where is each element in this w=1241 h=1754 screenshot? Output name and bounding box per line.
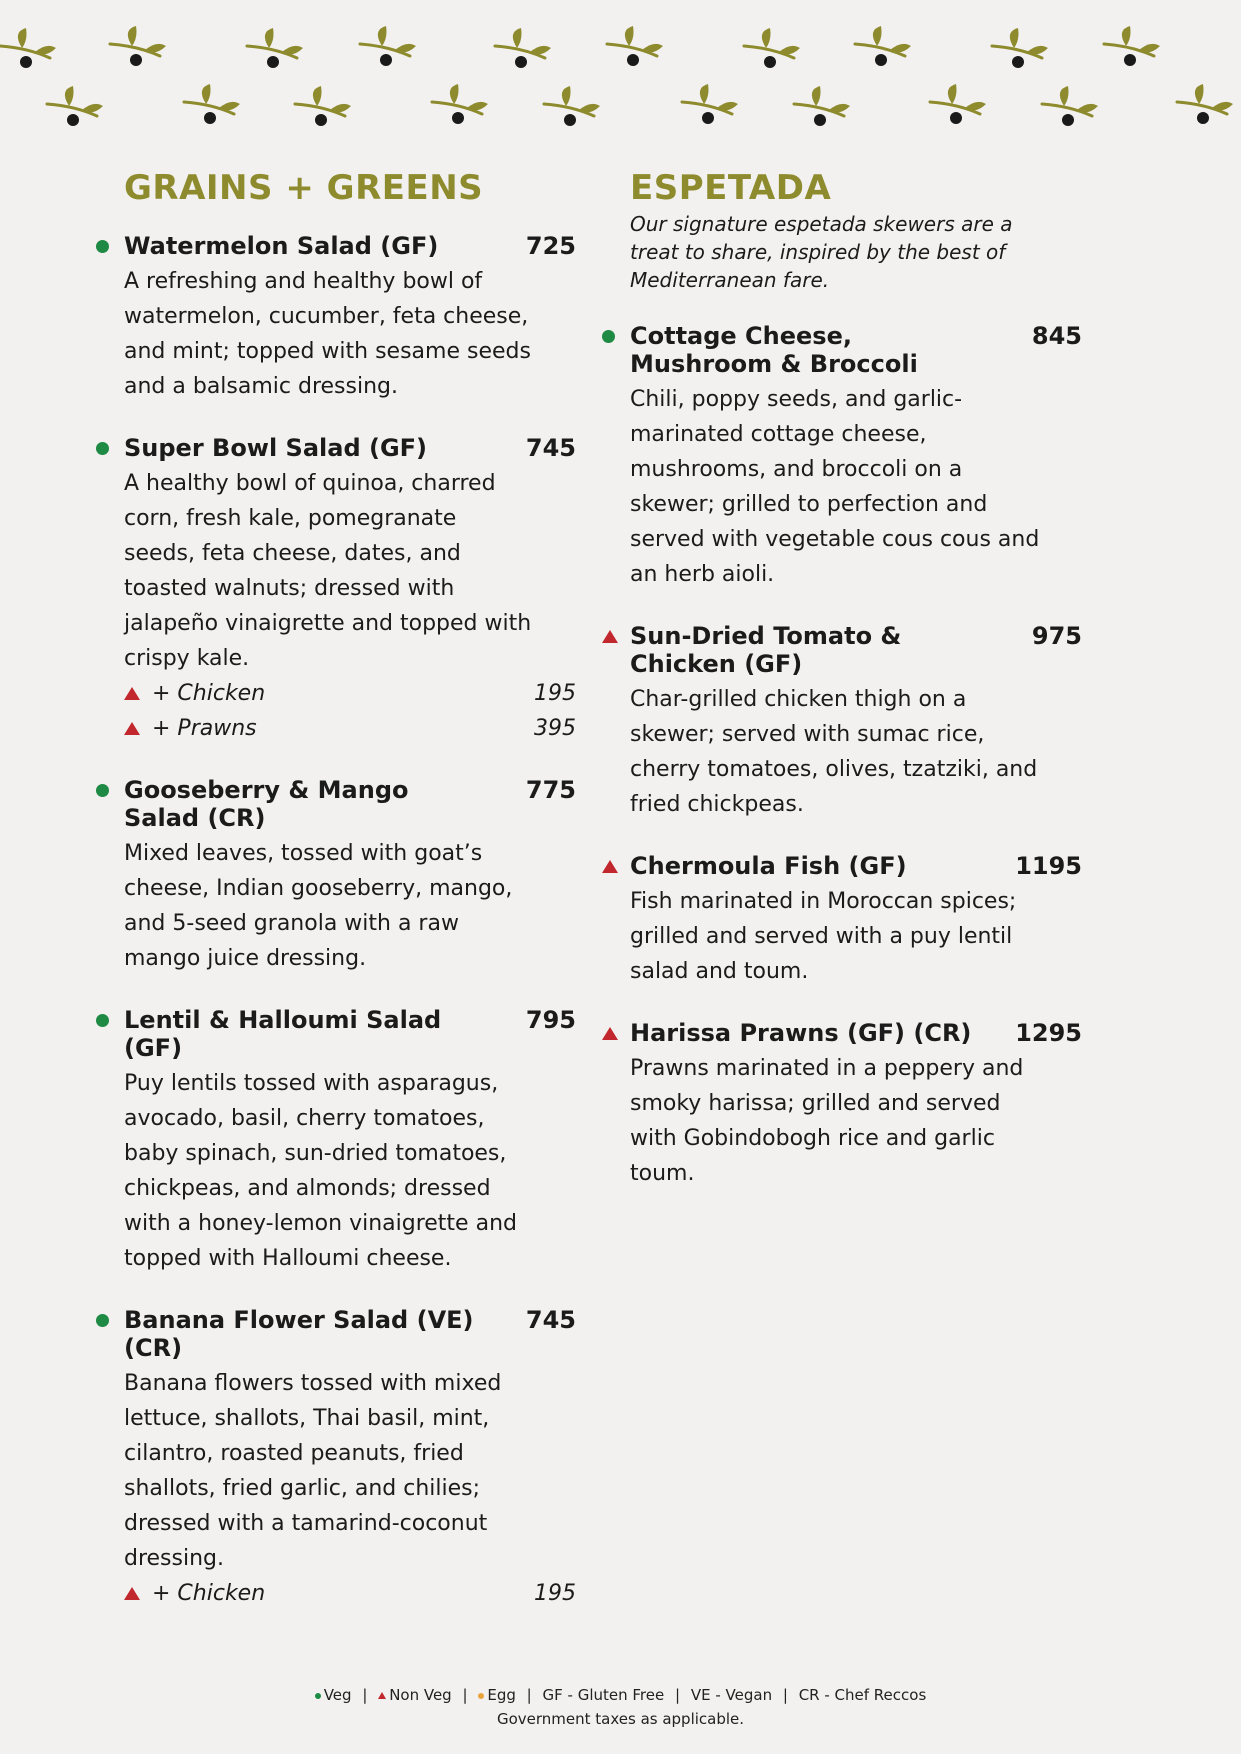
- addon-price: 395: [534, 716, 576, 741]
- nonveg-icon: [124, 687, 140, 700]
- item-description: A refreshing and healthy bowl of watermelon, cucumber, feta cheese, and mint; topped with sesame seeds and a balsamic dressing.: [124, 269, 531, 399]
- addon-row: [124, 676, 576, 711]
- item-price: 1195: [1015, 852, 1082, 880]
- egg-icon: [478, 1693, 484, 1699]
- legend-egg: Egg: [487, 1686, 516, 1704]
- section-title: ESPETADA: [630, 168, 832, 208]
- nonveg-triangle: [602, 630, 618, 643]
- menu-item: [602, 1019, 1082, 1191]
- item-header: [124, 232, 576, 260]
- veg-icon: [96, 784, 109, 797]
- item-description: Fish marinated in Moroccan spices; grilled and served with a puy lentil salad and toum.: [630, 889, 1017, 984]
- nonveg-triangle: [124, 1587, 140, 1600]
- menu-item: [96, 1006, 576, 1276]
- grains-section: [96, 168, 576, 1641]
- addon-name: + Prawns: [152, 716, 257, 741]
- item-price: 975: [1031, 622, 1082, 650]
- veg-icon: [96, 1014, 109, 1027]
- addon-name: + Chicken: [152, 681, 266, 706]
- addon-price: 195: [534, 1581, 576, 1606]
- nonveg-triangle: [124, 687, 140, 700]
- menu-list: [602, 322, 1082, 1191]
- menu-item: [96, 1306, 576, 1611]
- item-header: [124, 776, 576, 832]
- item-header: [630, 852, 1082, 880]
- item-description: Mixed leaves, tossed with goat’s cheese, Indian gooseberry, mango, and 5-seed granola with a raw mango juice dressing.: [124, 841, 513, 971]
- legend-veg: Veg: [323, 1686, 352, 1704]
- legend-cr: CR - Chef Reccos: [798, 1686, 927, 1704]
- item-price: 745: [525, 434, 576, 462]
- menu-item: [96, 232, 576, 404]
- legend-nonveg: Non Veg: [389, 1686, 452, 1704]
- item-description: Char-grilled chicken thigh on a skewer; served with sumac rice, cherry tomatoes, olives, tzatziki, and fried chickpeas.: [630, 687, 1038, 817]
- item-header: [630, 622, 1082, 678]
- nonveg-triangle: [124, 722, 140, 735]
- menu-item: [602, 322, 1082, 592]
- legend-line: Veg | Non Veg | Egg | GF - Gluten Free | VE - Vegan | CR - Chef Reccos: [0, 1683, 1241, 1707]
- olive-row-bottom: [47, 84, 1233, 126]
- section-intro: Our signature espetada skewers are a treat to share, inspired by the best of Mediterranean fare.: [630, 212, 1013, 292]
- addon-row: [124, 1576, 576, 1611]
- item-name: Cottage Cheese, Mushroom & Broccoli: [630, 322, 918, 378]
- item-description: Chili, poppy seeds, and garlic-marinated cottage cheese, mushrooms, and broccoli on a skewer; grilled to perfection and served with vegetable cous cous and an herb aioli.: [630, 387, 1040, 587]
- nonveg-icon: [124, 1587, 140, 1600]
- item-price: 775: [525, 776, 576, 804]
- nonveg-icon: [602, 630, 618, 643]
- item-header: [630, 1019, 1082, 1047]
- nonveg-icon: [124, 722, 140, 735]
- veg-dot: [96, 784, 109, 797]
- veg-icon: [315, 1693, 321, 1699]
- item-name: Sun-Dried Tomato & Chicken (GF): [630, 622, 902, 678]
- menu-item: [96, 434, 576, 746]
- nonveg-icon: [602, 860, 618, 873]
- nonveg-triangle: [602, 860, 618, 873]
- nonveg-icon: [378, 1692, 386, 1699]
- item-name: Banana Flower Salad (VE) (CR): [124, 1306, 474, 1362]
- legend-ve: VE - Vegan: [690, 1686, 773, 1704]
- nonveg-icon: [602, 1027, 618, 1040]
- item-description: Puy lentils tossed with asparagus, avocado, basil, cherry tomatoes, baby spinach, sun-dried tomatoes, chickpeas, and almonds; dressed with a honey-lemon vinaigrette and topped with Halloumi cheese.: [124, 1071, 517, 1271]
- item-name: Chermoula Fish (GF): [630, 852, 907, 880]
- item-price: 1295: [1015, 1019, 1082, 1047]
- item-name: Watermelon Salad (GF): [124, 232, 439, 260]
- menu-item: [96, 776, 576, 976]
- item-price: 795: [525, 1006, 576, 1034]
- item-description: Prawns marinated in a peppery and smoky harissa; grilled and served with Gobindobogh rice and garlic toum.: [630, 1056, 1024, 1186]
- veg-icon: [602, 330, 615, 343]
- item-header: [630, 322, 1082, 378]
- legend-footer: [0, 1683, 1241, 1731]
- veg-dot: [96, 240, 109, 253]
- item-price: 725: [525, 232, 576, 260]
- menu-item: [602, 852, 1082, 989]
- veg-icon: [96, 240, 109, 253]
- item-description: Banana flowers tossed with mixed lettuce, shallots, Thai basil, mint, cilantro, roasted peanuts, fried shallots, fried garlic, and chilies; dressed with a tamarind-coconut dressing.: [124, 1371, 502, 1571]
- olive-branch-decoration: [0, 0, 1241, 140]
- menu-item: [602, 622, 1082, 822]
- item-header: [124, 434, 576, 462]
- veg-dot: [96, 1014, 109, 1027]
- espetada-section: [602, 168, 1082, 1221]
- item-name: Harissa Prawns (GF) (CR): [630, 1019, 972, 1047]
- veg-icon: [96, 442, 109, 455]
- legend-gf: GF - Gluten Free: [542, 1686, 665, 1704]
- addon-price: 195: [534, 681, 576, 706]
- item-name: Super Bowl Salad (GF): [124, 434, 428, 462]
- nonveg-triangle: [602, 1027, 618, 1040]
- veg-dot: [96, 442, 109, 455]
- veg-dot: [96, 1314, 109, 1327]
- item-name: Lentil & Halloumi Salad (GF): [124, 1006, 442, 1062]
- veg-icon: [96, 1314, 109, 1327]
- item-price: 845: [1031, 322, 1082, 350]
- section-title: GRAINS + GREENS: [124, 168, 484, 208]
- taxes-note: Government taxes as applicable.: [496, 1710, 745, 1728]
- item-description: A healthy bowl of quinoa, charred corn, fresh kale, pomegranate seeds, feta cheese, dates, and toasted walnuts; dressed with jalapeño vinaigrette and topped with crispy kale.: [124, 471, 532, 671]
- item-price: 745: [525, 1306, 576, 1334]
- item-header: [124, 1306, 576, 1362]
- addon-row: [124, 711, 576, 746]
- olive-row-top: [0, 26, 1160, 68]
- veg-dot: [602, 330, 615, 343]
- addon-name: + Chicken: [152, 1581, 266, 1606]
- menu-list: [96, 232, 576, 1611]
- item-header: [124, 1006, 576, 1062]
- item-name: Gooseberry & Mango Salad (CR): [124, 776, 409, 832]
